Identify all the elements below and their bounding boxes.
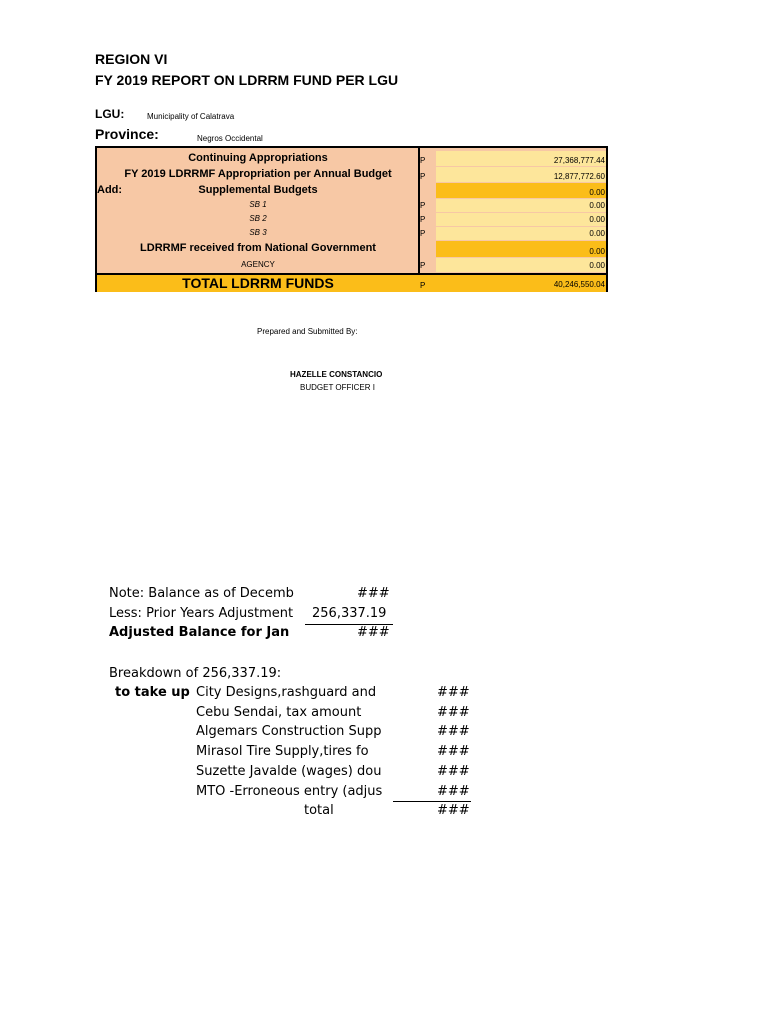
signatory-position: BUDGET OFFICER I <box>300 383 375 392</box>
prepared-by-label: Prepared and Submitted By: <box>257 327 358 336</box>
row-value: 0.00 <box>436 183 606 198</box>
adjusted-balance-label: Adjusted Balance for Jan <box>109 625 290 640</box>
row-label: FY 2019 LDRRMF Appropriation per Annual Budget <box>124 168 392 180</box>
row-value: 0.00 <box>436 213 606 226</box>
table-row <box>97 151 606 166</box>
row-value: 0.00 <box>436 199 606 212</box>
lgu-label: LGU: <box>95 107 125 121</box>
breakdown-item-value: ### <box>437 724 470 739</box>
breakdown-item-value: ### <box>437 744 470 759</box>
breakdown-item: Mirasol Tire Supply,tires fo <box>196 744 369 759</box>
breakdown-item: Cebu Sendai, tax amount <box>196 705 362 720</box>
less-label: Less: Prior Years Adjustment <box>109 606 294 621</box>
adjusted-balance-value: ### <box>357 625 390 640</box>
breakdown-item-value: ### <box>437 705 470 720</box>
total-value: 40,246,550.04 <box>553 280 605 289</box>
province-label: Province: <box>95 126 159 142</box>
peso-sign: P <box>420 261 426 270</box>
table-row <box>97 227 606 240</box>
table-row <box>97 183 606 198</box>
less-value: 256,337.19 <box>312 606 387 621</box>
report-title: FY 2019 REPORT ON LDRRM FUND PER LGU <box>95 72 399 88</box>
table-row <box>97 199 606 212</box>
table-row <box>97 258 606 272</box>
row-value: 0.00 <box>436 227 606 240</box>
row-value: 0.00 <box>436 241 606 257</box>
total-label: TOTAL LDRRM FUNDS <box>182 275 334 291</box>
row-label: SB 1 <box>249 200 267 209</box>
balance-label: Note: Balance as of Decemb <box>109 586 294 601</box>
underline <box>393 801 471 802</box>
row-value: 0.00 <box>436 258 606 272</box>
lgu-value: Municipality of Calatrava <box>147 112 235 121</box>
breakdown-item: Suzette Javalde (wages) dou <box>196 764 382 779</box>
peso-sign: P <box>420 229 426 238</box>
balance-value: ### <box>357 586 390 601</box>
to-take-up-label: to take up <box>115 685 190 700</box>
fund-table <box>95 146 608 292</box>
breakdown-item: City Designs,rashguard and <box>196 685 377 700</box>
peso-sign: P <box>420 201 426 210</box>
peso-sign: P <box>420 172 426 181</box>
region-heading: REGION VI <box>95 51 168 67</box>
breakdown-item-value: ### <box>437 784 470 799</box>
table-row <box>97 241 606 257</box>
row-label: SB 3 <box>249 228 267 237</box>
peso-sign: P <box>420 156 426 165</box>
breakdown-total-value: ### <box>437 803 470 818</box>
row-label: Continuing Appropriations <box>188 152 328 164</box>
row-label: SB 2 <box>249 214 267 223</box>
row-label: AGENCY <box>241 260 275 269</box>
breakdown-item-value: ### <box>437 764 470 779</box>
peso-sign: P <box>420 281 426 290</box>
breakdown-item: Algemars Construction Supp <box>196 724 382 739</box>
row-value: 27,368,777.44 <box>436 151 606 166</box>
row-label: LDRRMF received from National Government <box>140 242 376 254</box>
breakdown-item: MTO -Erroneous entry (adjus <box>196 784 383 799</box>
province-value: Negros Occidental <box>197 134 263 143</box>
row-label: Supplemental Budgets <box>198 184 318 196</box>
add-label: Add: <box>97 184 123 196</box>
breakdown-title: Breakdown of 256,337.19: <box>109 666 282 681</box>
breakdown-total-label: total <box>304 803 334 818</box>
total-row <box>97 273 606 292</box>
table-row <box>97 213 606 226</box>
peso-sign: P <box>420 215 426 224</box>
row-value: 12,877,772.60 <box>436 167 606 182</box>
table-row <box>97 167 606 182</box>
signatory-name: HAZELLE CONSTANCIO <box>290 370 383 379</box>
breakdown-item-value: ### <box>437 685 470 700</box>
